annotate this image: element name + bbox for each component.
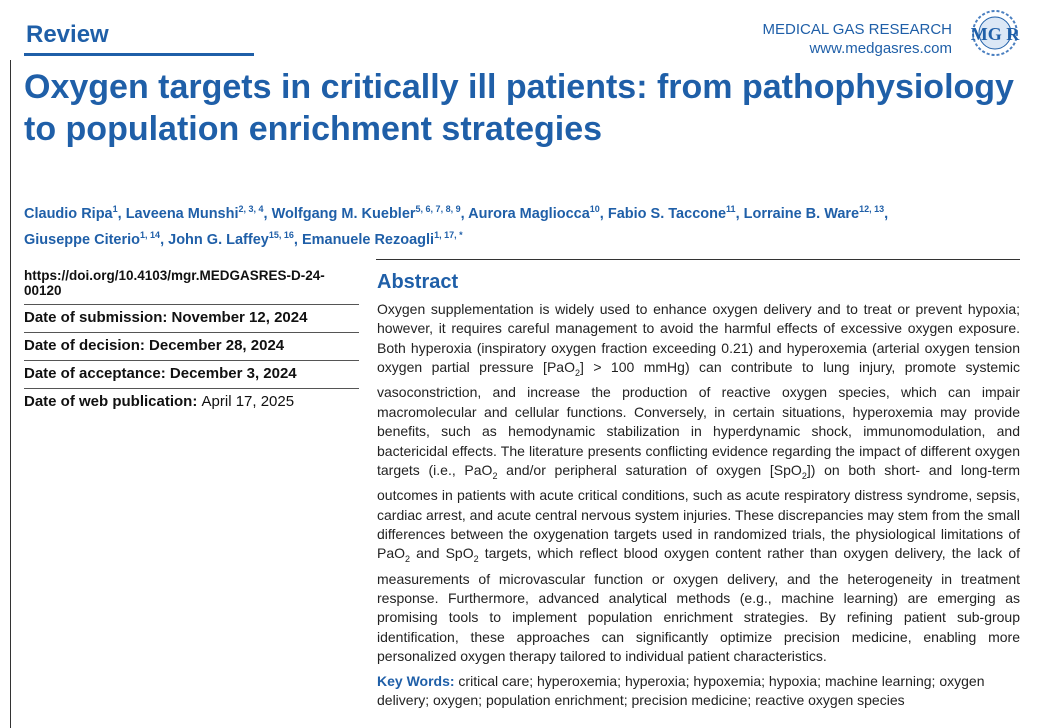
decision-label: Date of decision: — [24, 337, 145, 354]
keywords-list: critical care; hyperoxemia; hyperoxia; hypoxemia; hypoxia; machine learning; oxygen delivery; oxygen; population enrichment; precision medicine; reactive oxygen species — [377, 673, 985, 709]
keywords-label: Key Words: — [377, 673, 455, 689]
acceptance-row — [24, 361, 359, 389]
web-publication-date: April 17, 2025 — [201, 393, 295, 410]
decision-date: December 28, 2024 — [149, 337, 285, 354]
web-publication-label: Date of web publication: — [24, 393, 198, 410]
article-metadata — [24, 266, 359, 416]
abstract-text: Oxygen supplementation is widely used to enhance oxygen delivery and to treat or prevent hypoxia; however, it requires careful management to avoid the harmful effects of excessive oxygen exposure. Both hyperoxia (inspiratory oxygen fraction exceeding 0.21) and hyperoxemia (arterial oxygen tension oxygen partial pressure [PaO$_2$] > 100 mmHg) can contribute to lung injury, promote systemic vasoconstriction, and increase the production of reactive oxygen species, which can impair macromolecular and cellular functions. Conversely, in certain situations, hyperoxemia may provide benefits, such as hemodynamic stabilization in hyperdynamic shock, immunomodulation, and bactericidal effects. The literature presents conflicting evidence regarding the impact of different oxygen targets (i.e., PaO$_2$ and/or peripheral saturation of oxygen [SpO$_2$]) on both short- and long-term outcomes in patients with acute critical conditions, such as acute respiratory distress syndrome, sepsis, cardiac arrest, and acute central nervous system injuries. These discrepancies may stem from the small differences between the oxygenation targets used in randomized trials, the physiological limitations of PaO$_2$ and SpO$_2$ targets, which reflect blood oxygen content rather than oxygen delivery, the lack of measurements of microvascular function or oxygen delivery, and the heterogeneity in treatment response. Furthermore, advanced analytical methods (e.g., machine learning) are emerging as promising tools to implement population enrichment strategies. By refining patient sub-group identification, these approaches can significantly optimize precision medicine, enabling more personalized oxygen therapy tailored to individual patient characteristics. — [377, 301, 1021, 665]
doi-link[interactable]: https://doi.org/10.4103/mgr.MEDGASRES-D-24-00120 — [24, 268, 325, 298]
decision-row — [24, 333, 359, 361]
journal-logo-icon — [968, 6, 1022, 60]
author[interactable]: Fabio S. Taccone$^{11}$, — [607, 204, 744, 222]
author[interactable]: Giuseppe Citerio$^{1, 14}$, — [24, 229, 169, 248]
keywords — [377, 672, 1020, 711]
left-margin-rule — [10, 60, 11, 728]
submission-row — [24, 305, 359, 333]
author[interactable]: Lorraine B. Ware$^{12, 13}$, — [743, 204, 889, 222]
acceptance-date: December 3, 2024 — [169, 365, 297, 382]
journal-header — [763, 20, 953, 58]
author[interactable]: Laveena Munshi$^{2, 3, 4}$, — [125, 204, 272, 222]
author[interactable]: John G. Laffey$^{15, 16}$, — [168, 229, 302, 248]
article-title: Oxygen targets in critically ill patients: from pathophysiology to population enrichment strategies — [24, 68, 1014, 148]
acceptance-label: Date of acceptance: — [24, 365, 166, 382]
author[interactable]: Claudio Ripa$^1$, — [24, 204, 126, 222]
journal-url[interactable]: www.medgasres.com — [809, 40, 952, 57]
author[interactable]: Wolfgang M. Kuebler$^{5, 6, 7, 8, 9}$, — [271, 204, 469, 222]
submission-date: November 12, 2024 — [171, 309, 308, 326]
abstract-heading: Abstract — [377, 271, 459, 293]
author[interactable]: Aurora Magliocca$^{10}$, — [468, 204, 608, 222]
abstract-rule — [376, 259, 1020, 260]
section-label: Review — [26, 21, 109, 48]
doi-row — [24, 266, 359, 305]
section-underline — [24, 53, 254, 56]
logo-text: MG R — [970, 24, 1020, 44]
author[interactable]: Emanuele Rezoagli$^{1, 17, *}$ — [301, 229, 463, 248]
web-publication-row — [24, 389, 359, 416]
submission-label: Date of submission: — [24, 309, 168, 326]
author-list — [24, 199, 1024, 251]
journal-name: MEDICAL GAS RESEARCH — [762, 21, 952, 38]
